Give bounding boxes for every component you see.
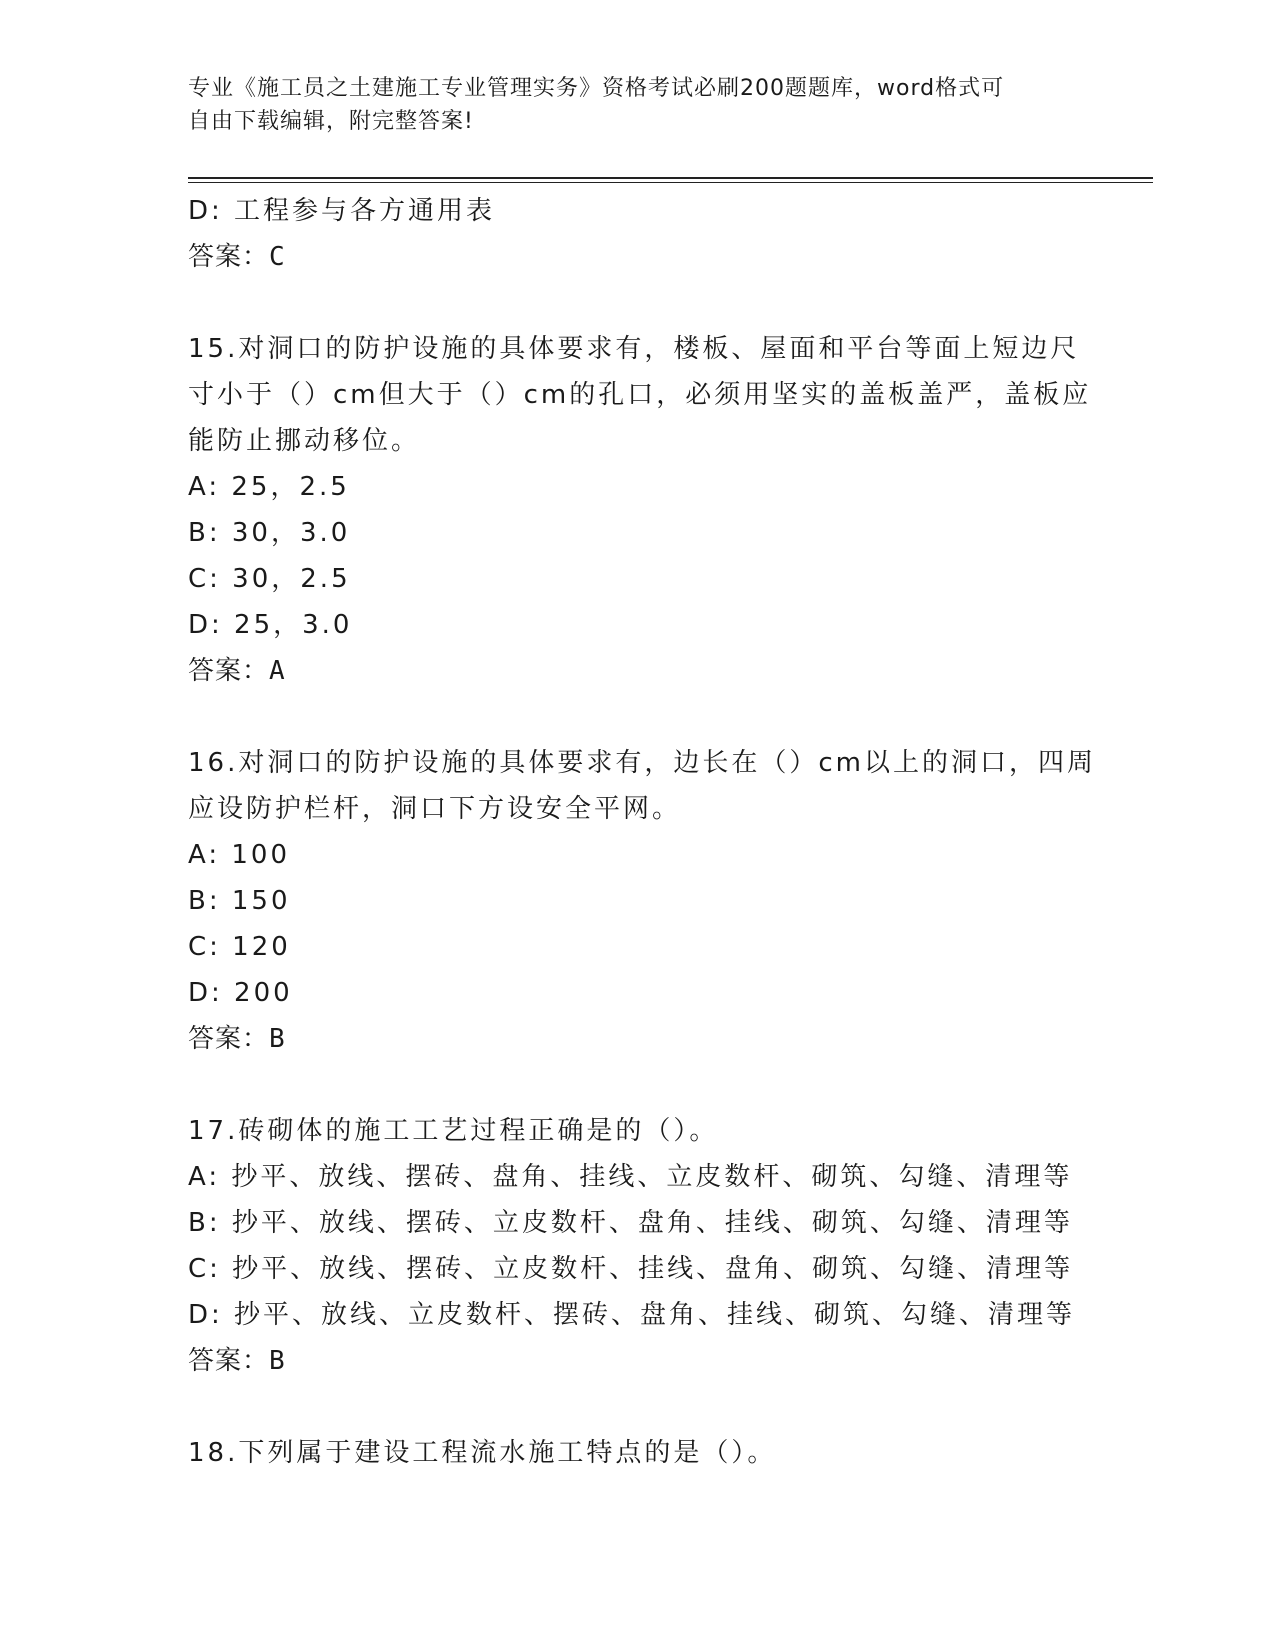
question-18 bbox=[188, 1430, 1088, 1476]
answer-line: 答案：B bbox=[188, 1346, 286, 1376]
question-stem-line: 17.砖砌体的施工工艺过程正确是的（）。 bbox=[188, 1116, 719, 1146]
header-line-2: 自由下载编辑，附完整答案! bbox=[188, 109, 474, 134]
option-b: B: 30，3.0 bbox=[188, 518, 351, 548]
option-a: A: 抄平、放线、摆砖、盘角、挂线、立皮数杆、砌筑、勾缝、清理等 bbox=[188, 1162, 1073, 1192]
answer-line: 答案：C bbox=[188, 242, 286, 272]
question-16 bbox=[188, 740, 1096, 1062]
header-divider-thin bbox=[188, 182, 1153, 183]
option-c: C: 30，2.5 bbox=[188, 564, 351, 594]
previous-question-tail bbox=[188, 188, 1088, 280]
question-15 bbox=[188, 326, 1092, 694]
question-stem-line: 能防止挪动移位。 bbox=[188, 426, 421, 456]
header-divider-thick bbox=[188, 177, 1153, 179]
option-b: B: 抄平、放线、摆砖、立皮数杆、盘角、挂线、砌筑、勾缝、清理等 bbox=[188, 1208, 1073, 1238]
question-stem-line: 应设防护栏杆，洞口下方设安全平网。 bbox=[188, 794, 682, 824]
question-stem-line: 18.下列属于建设工程流水施工特点的是（）。 bbox=[188, 1438, 777, 1468]
option-c: C: 120 bbox=[188, 932, 291, 962]
option-d: D: 工程参与各方通用表 bbox=[188, 196, 496, 226]
header-line-1: 专业《施工员之土建施工专业管理实务》资格考试必刷200题题库，word格式可 bbox=[188, 76, 1005, 101]
question-stem-line: 16.对洞口的防护设施的具体要求有，边长在（）cm以上的洞口，四周 bbox=[188, 748, 1096, 778]
question-list bbox=[188, 188, 1096, 1476]
answer-line: 答案：A bbox=[188, 656, 286, 686]
option-b: B: 150 bbox=[188, 886, 291, 916]
option-a: A: 100 bbox=[188, 840, 290, 870]
answer-line: 答案：B bbox=[188, 1024, 286, 1054]
question-stem-line: 15.对洞口的防护设施的具体要求有，楼板、屋面和平台等面上短边尺 bbox=[188, 334, 1080, 364]
option-a: A: 25，2.5 bbox=[188, 472, 350, 502]
option-d: D: 25，3.0 bbox=[188, 610, 353, 640]
option-d: D: 抄平、放线、立皮数杆、摆砖、盘角、挂线、砌筑、勾缝、清理等 bbox=[188, 1300, 1076, 1330]
document-header bbox=[188, 72, 1088, 138]
question-17 bbox=[188, 1108, 1088, 1384]
question-stem-line: 寸小于（）cm但大于（）cm的孔口，必须用坚实的盖板盖严，盖板应 bbox=[188, 380, 1092, 410]
option-d: D: 200 bbox=[188, 978, 293, 1008]
option-c: C: 抄平、放线、摆砖、立皮数杆、挂线、盘角、砌筑、勾缝、清理等 bbox=[188, 1254, 1074, 1284]
